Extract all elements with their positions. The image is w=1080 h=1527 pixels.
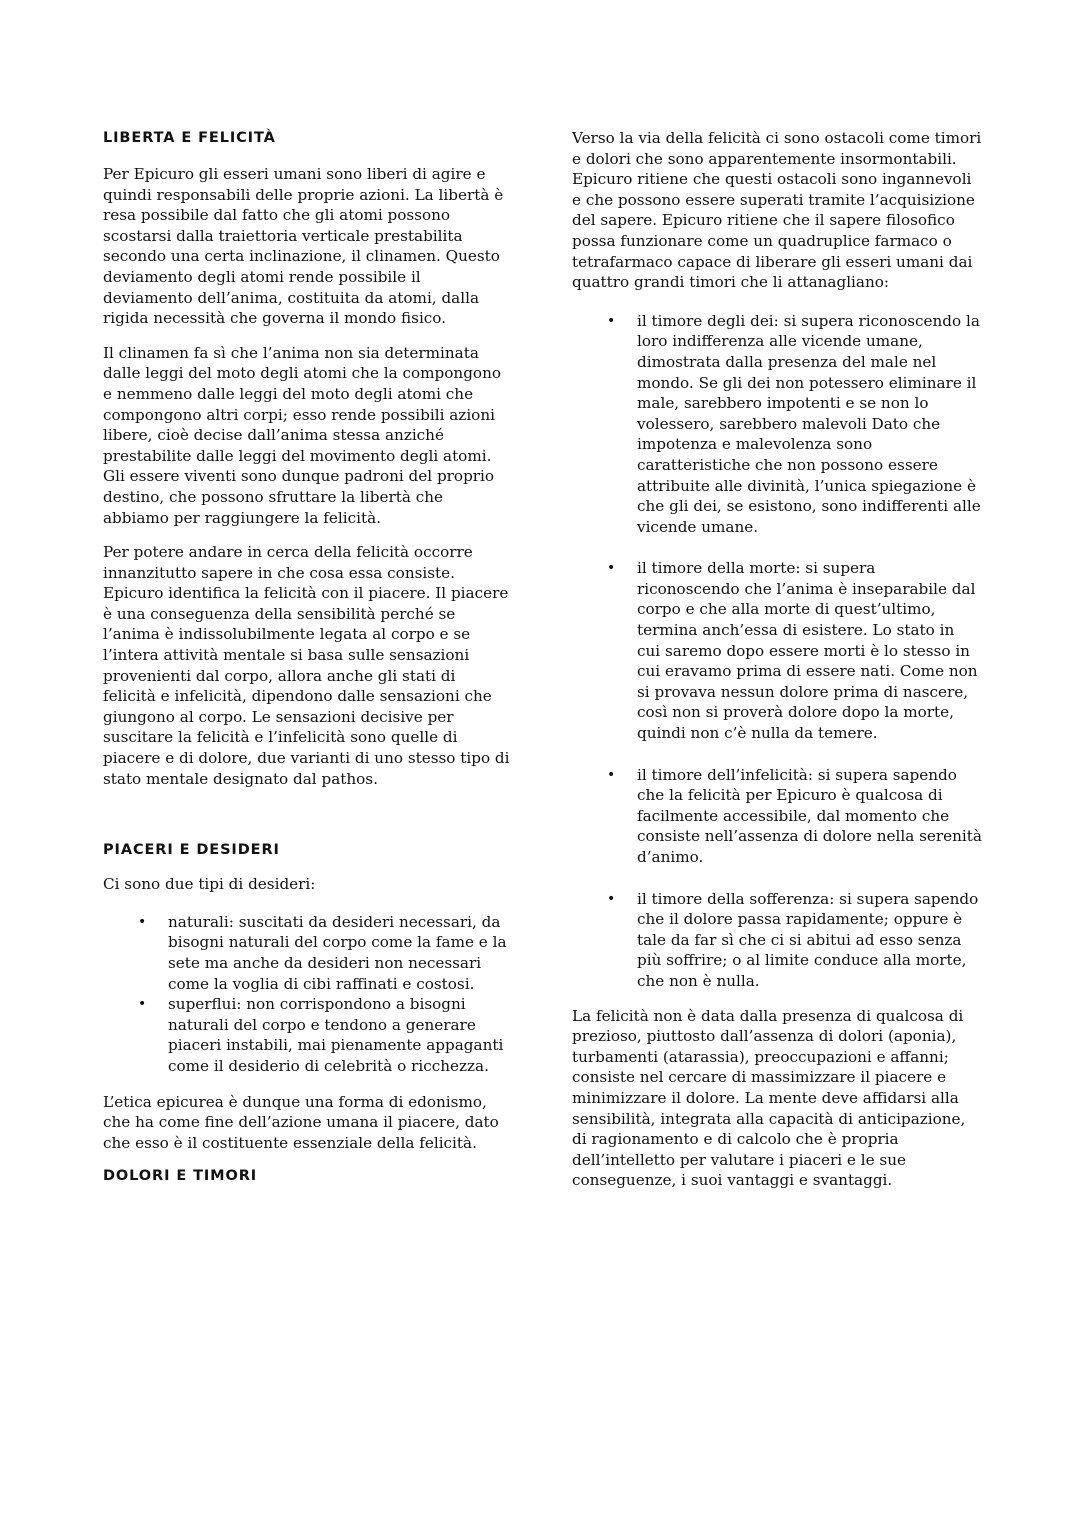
list-item bbox=[138, 912, 513, 994]
bullet-icon: • bbox=[607, 560, 616, 577]
left-column bbox=[103, 128, 513, 1186]
paragraph: Per Epicuro gli esseri umani sono liberi di agire e quindi responsabili delle proprie azioni. La libertà è resa possibile dal fatto che gli atomi possono scostarsi dalla traiettoria verticale prestabilita secondo una certa inclinazione, il clinamen. Questo deviamento degli atomi rende possibile il deviamento dell’anima, costituita da atomi, dalla rigida necessità che governa il mondo fisico. bbox=[103, 165, 504, 328]
timori-list bbox=[607, 311, 982, 992]
list-item bbox=[607, 311, 982, 538]
list-item-text: naturali: suscitati da desideri necessari, da bisogni naturali del corpo come la fame e la sete ma anche da desideri non necessari come la voglia di cibi raffinati e costosi. bbox=[168, 912, 507, 993]
bullet-icon: • bbox=[607, 766, 616, 783]
list-item-text: superflui: non corrispondono a bisogni naturali del corpo e tendono a generare piaceri instabili, mai pienamente appaganti come il desiderio di celebrità o ricchezza. bbox=[168, 995, 504, 1075]
bullet-icon: • bbox=[607, 312, 616, 329]
paragraph: Il clinamen fa sì che l’anima non sia determinata dalle leggi del moto degli atomi che la compongono e nemmeno dalle leggi del moto degli atomi che compongono altri corpi; esso rende possibili azioni libere, cioè decise dall’anima stessa anziché prestabilite dalle leggi del movimento degli atomi. Gli essere viventi sono dunque padroni del proprio destino, che possono sfruttare la libertà che abbiamo per raggiungere la felicità. bbox=[103, 343, 501, 527]
list-item bbox=[138, 994, 513, 1076]
paragraph: La felicità non è data dalla presenza di qualcosa di prezioso, piuttosto dall’assenza di dolori (aponia), turbamenti (atarassia), preoccupazioni e affanni; consiste nel cercare di massimizzare il piacere e minimizzare il dolore. La mente deve affidarsi alla sensibilità, integrata alla capacità di anticipazione, di ragionamento e di calcolo che è propria dell’intelletto per valutare i piaceri e le sue conseguenze, i suoi vantaggi e svantaggi. bbox=[572, 1006, 966, 1190]
paragraph: Ci sono due tipi di desideri: bbox=[103, 875, 316, 894]
list-item-text: il timore della sofferenza: si supera sapendo che il dolore passa rapidamente; oppure è tale da far sì che ci si abitui ad esso senza più soffrire; o al limite conduce alla morte, che non è nulla. bbox=[637, 889, 979, 990]
list-item bbox=[607, 558, 982, 743]
section-heading-dolori: DOLORI E TIMORI bbox=[103, 1168, 258, 1185]
paragraph: Per potere andare in cerca della felicità occorre innanzitutto sapere in che cosa essa consiste. Epicuro identifica la felicità con il piacere. Il piacere è una conseguenza della sensibilità perché se l’anima è indissolubilmente legata al corpo e se l’intera attività mentale si basa sulle sensazioni provenienti dal corpo, allora anche gli stati di felicità e infelicità, dipendono dalle sensazioni che giungono al corpo. Le sensazioni decisive per suscitare la felicità e l’infelicità sono quelle di piacere e di dolore, due varianti di uno stesso tipo di stato mentale designato dal pathos. bbox=[103, 543, 510, 788]
paragraph: L’etica epicurea è dunque una forma di edonismo, che ha come fine dell’azione umana il piacere, dato che esso è il costituente essenziale della felicità. bbox=[103, 1092, 499, 1152]
desideri-list bbox=[138, 912, 513, 1077]
section-heading-piaceri: PIACERI E DESIDERI bbox=[103, 842, 280, 859]
bullet-icon: • bbox=[138, 913, 147, 930]
bullet-icon: • bbox=[138, 996, 147, 1013]
list-item-text: il timore degli dei: si supera riconoscendo la loro indifferenza alle vicende umane, dimostrata dalla presenza del male nel mondo. Se gli dei non potessero eliminare il male, sarebbero impotenti e se non lo volessero, sarebbero malevoli Dato che impotenza e malevolenza sono caratteristiche che non possono essere attribuite alle divinità, l’unica spiegazione è che gli dei, se esistono, sono indifferenti alle vicende umane. bbox=[637, 311, 981, 536]
section-heading-liberta: LIBERTA E FELICITÀ bbox=[103, 130, 276, 146]
list-item bbox=[607, 889, 982, 992]
bullet-icon: • bbox=[607, 890, 616, 907]
paragraph: Verso la via della felicità ci sono ostacoli come timori e dolori che sono apparentemente insormontabili. Epicuro ritiene che questi ostacoli sono ingannevoli e che possono essere superati tramite l’acquisizione del sapere. Epicuro ritiene che il sapere filosofico possa funzionare come un quadruplice farmaco o tetrafarmaco capace di liberare gli esseri umani dai quattro grandi timori che li attanagliano: bbox=[572, 129, 982, 292]
right-column bbox=[572, 128, 982, 1191]
list-item-text: il timore della morte: si supera riconoscendo che l’anima è inseparabile dal corpo e che alla morte di quest’ultimo, termina anch’essa di esistere. Lo stato in cui saremo dopo essere morti è lo stesso in cui eravamo prima di essere nati. Come non si provava nessun dolore prima di nascere, così non si proverà dolore dopo la morte, quindi non c’è nulla da temere. bbox=[637, 559, 978, 743]
list-item-text: il timore dell’infelicità: si supera sapendo che la felicità per Epicuro è qualcosa di facilmente accessibile, dal momento che consiste nell’assenza di dolore nella serenità d’animo. bbox=[637, 765, 982, 866]
list-item bbox=[607, 765, 982, 868]
